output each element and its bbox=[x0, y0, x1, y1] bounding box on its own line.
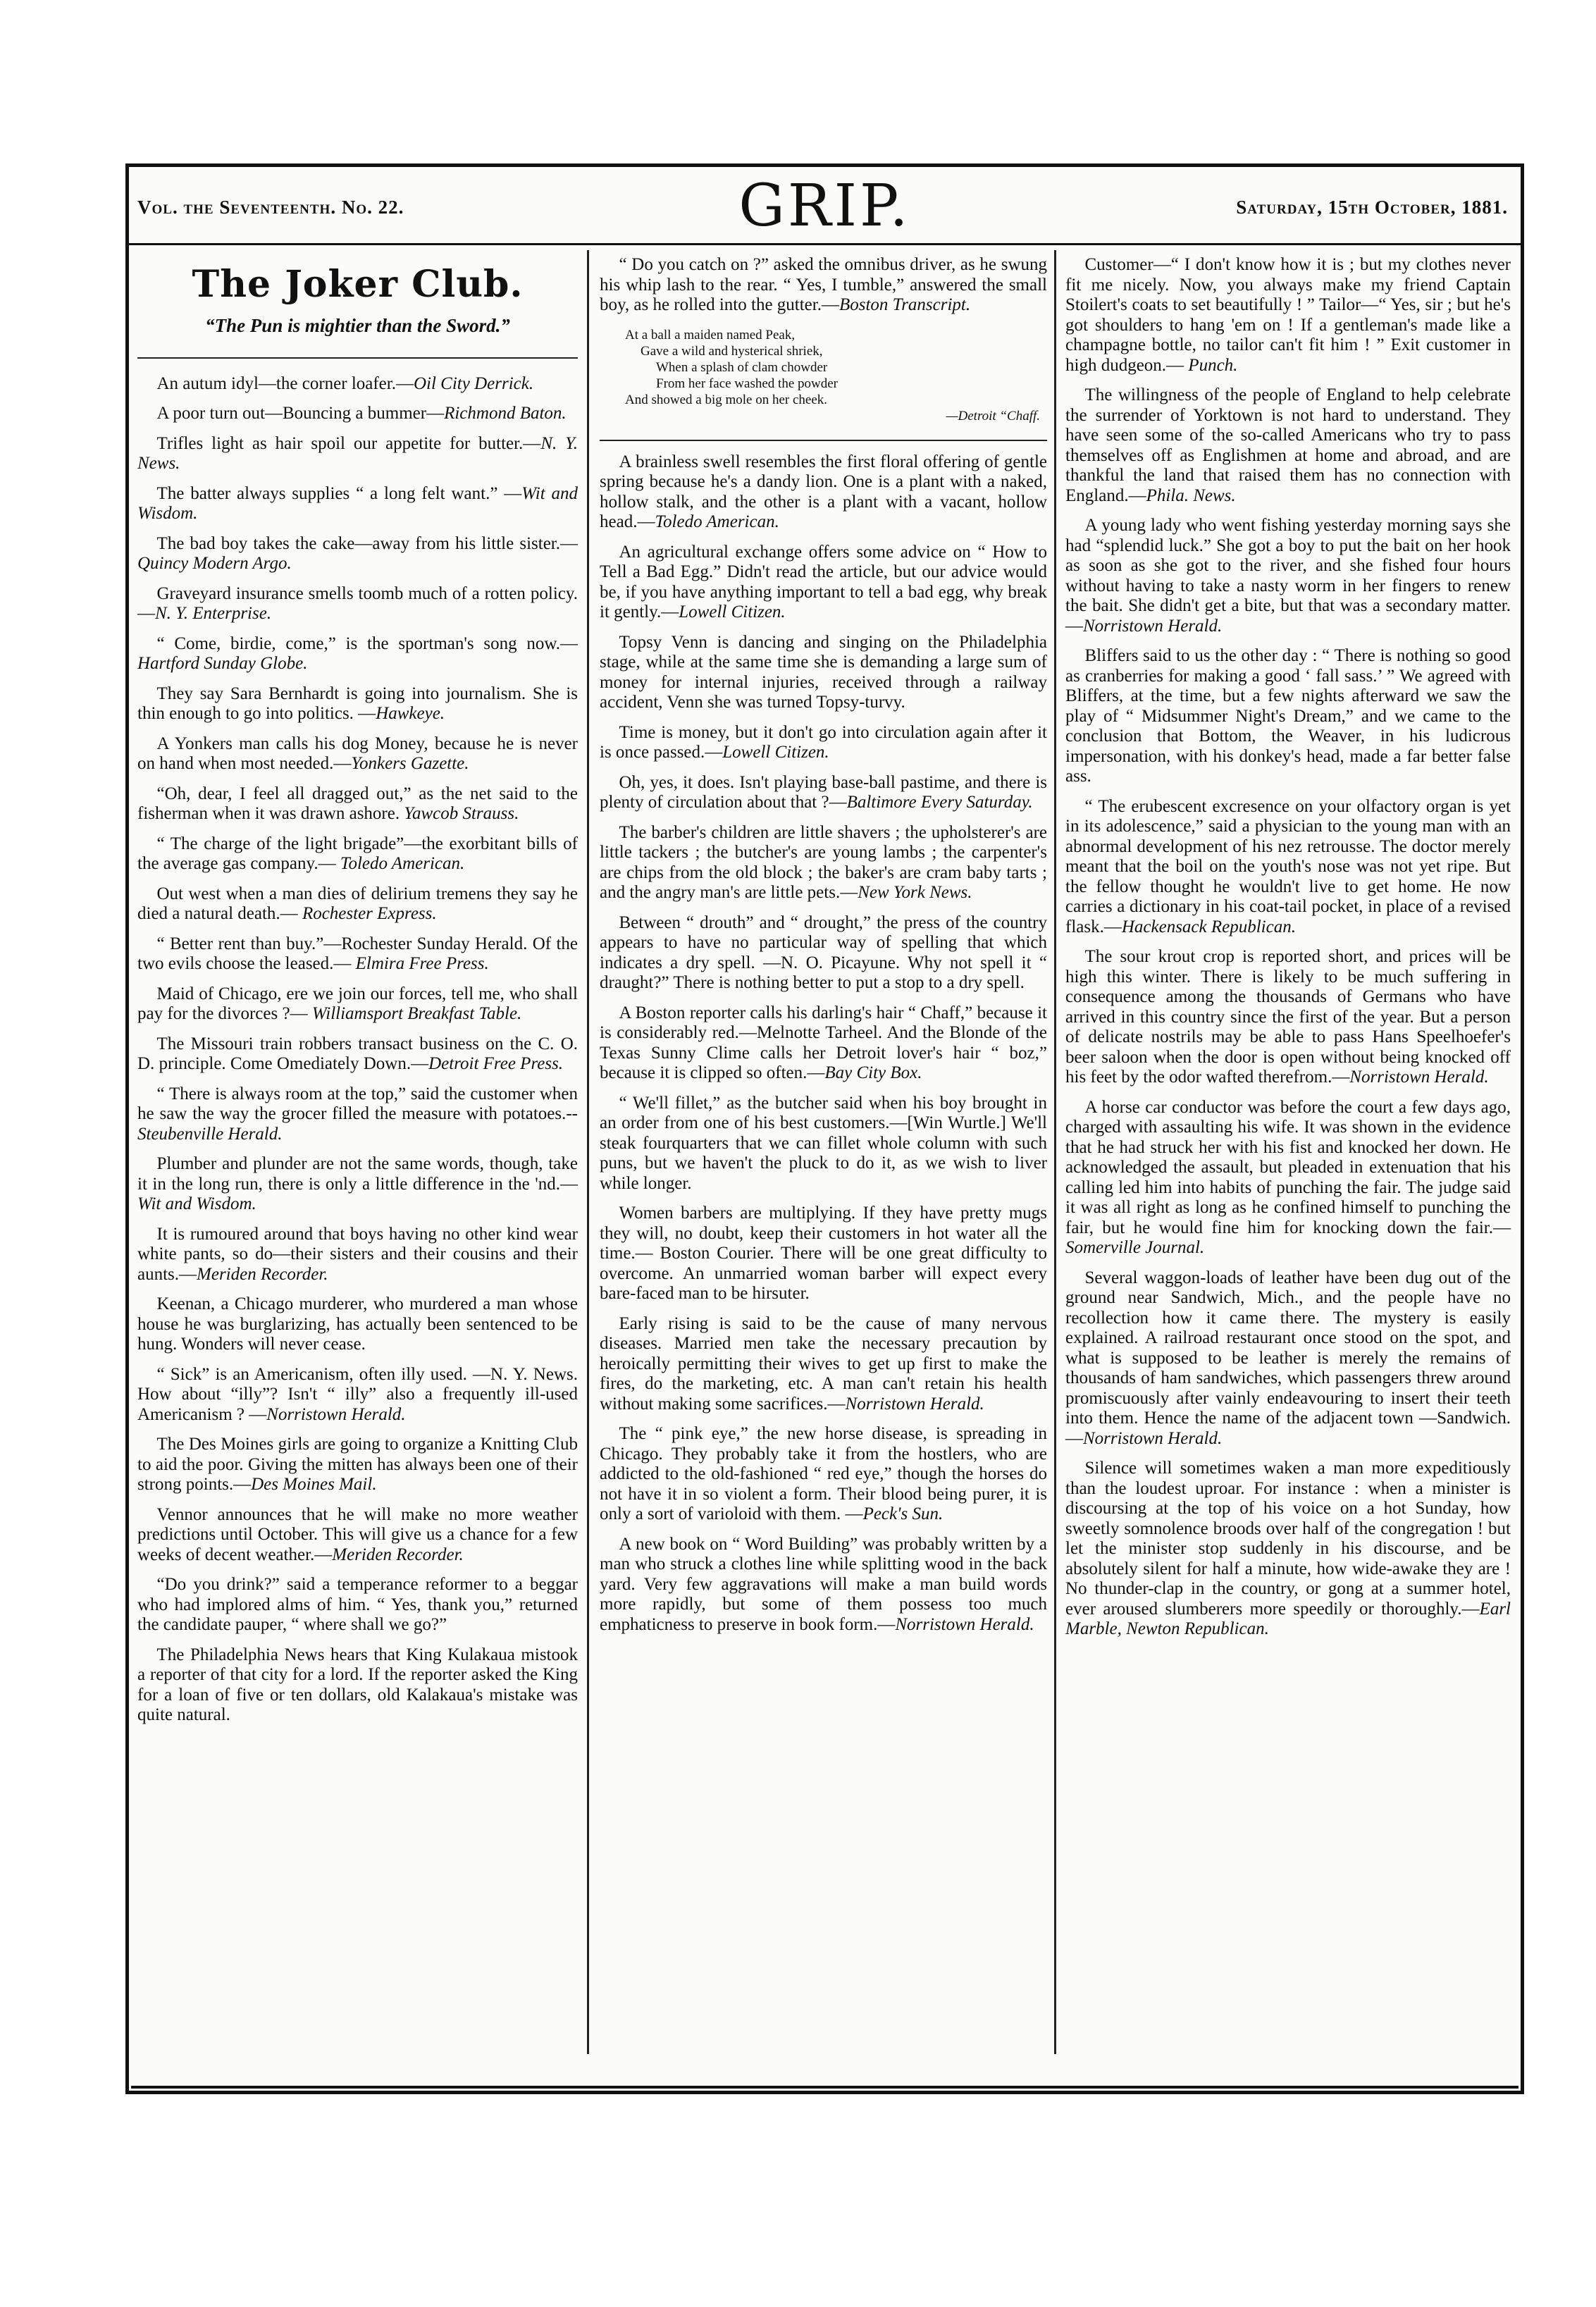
verse-line: Gave a wild and hysterical shriek, bbox=[641, 343, 823, 359]
column-middle bbox=[600, 255, 1047, 1645]
joke-source: Earl Marble, Newton Republican. bbox=[1065, 1599, 1511, 1638]
newspaper-page bbox=[125, 163, 1524, 2094]
joke-text: Trifles light as hair spoil our appetite for butter.— bbox=[156, 433, 541, 453]
joke-item bbox=[1065, 516, 1511, 636]
joke-source: Yawcob Strauss. bbox=[404, 804, 519, 823]
joke-item bbox=[600, 1424, 1047, 1525]
joke-item bbox=[137, 374, 578, 395]
joke-source: Des Moines Mail. bbox=[251, 1475, 377, 1494]
joke-source: Norristown Herald. bbox=[266, 1404, 406, 1424]
joke-text: Maid of Chicago, ere we join our forces, tell me, who shall pay for the divorces ?— bbox=[137, 984, 578, 1023]
joke-source: N. Y. News. bbox=[137, 433, 578, 473]
joke-text: The batter always supplies “ a long felt want.” — bbox=[156, 483, 522, 503]
joke-item bbox=[137, 1435, 578, 1495]
joke-text: “ Better rent than buy.”—Rochester Sunday Herald. Of the two evils choose the leased.— bbox=[137, 934, 578, 973]
joke-item bbox=[137, 834, 578, 874]
column-rule bbox=[1054, 250, 1056, 2054]
joke-item bbox=[137, 1225, 578, 1285]
joke-source: Hawkeye. bbox=[376, 704, 445, 723]
section-motto: “The Pun is mightier than the Sword.” bbox=[137, 316, 578, 359]
joke-source: Norristown Herald. bbox=[895, 1614, 1034, 1634]
joke-text: Oh, yes, it does. Isn't playing base-ball pastime, and there is plenty of circulation about that ?— bbox=[600, 772, 1047, 812]
joke-text: “ We'll fillet,” as the butcher said when his boy brought in an order from one of his best customers.—[Win Wurtle.] We'll steak fourquarters that we can fillet whole column with such puns, but we haven't the pluck to do it, as we wish to liver while longer. bbox=[600, 1093, 1047, 1193]
joke-item bbox=[600, 1094, 1047, 1194]
joke-item bbox=[137, 1034, 578, 1075]
joke-text: “ There is always room at the top,” said the customer when he saw the way the grocer filled the measure with potatoes.-- bbox=[137, 1084, 578, 1123]
joke-source: Punch. bbox=[1188, 355, 1238, 375]
joke-item bbox=[600, 823, 1047, 903]
verse-line: When a splash of clam chowder bbox=[656, 359, 828, 375]
joke-text: A brainless swell resembles the first floral offering of gentle spring because he's a dandy lion. One is a plant with a naked, hollow stalk, and the other is a plant with a vacant, hollow head.— bbox=[600, 452, 1047, 531]
joke-source: Steubenville Herald. bbox=[137, 1124, 283, 1144]
joke-source: Detroit Free Press. bbox=[428, 1054, 564, 1073]
joke-text: Graveyard insurance smells toomb much of a rotten policy.— bbox=[137, 583, 578, 623]
joke-list bbox=[1065, 255, 1511, 1640]
joke-text: A young lady who went fishing yesterday morning says she had “splendid luck.” She got a boy to put the bait on her hook as soon as she got to the river, and she fished four hours without having to take a nasty worm in her fingers to renew the bait. She didn't get a bite, but that was a secondary matter.— bbox=[1065, 516, 1511, 636]
joke-item bbox=[600, 723, 1047, 763]
joke-item bbox=[1065, 385, 1511, 506]
joke-text: A new book on “ Word Building” was probably written by a man who struck a clothes line while splitting wood in the back yard. Very few aggravations will make a man build words more rapidly, but some of them possess too much emphaticness to preserve in book form.— bbox=[600, 1534, 1047, 1634]
joke-text: Out west when a man dies of delirium tremens they say he died a natural death.— bbox=[137, 884, 578, 923]
joke-text: They say Sara Bernhardt is going into journalism. She is thin enough to go into politics. — bbox=[137, 684, 578, 723]
joke-text: The barber's children are little shavers ; the upholsterer's are little tackers ; the butcher's are young lambs ; the carpenter's are chips from the old block ; the baker's are cram baby tarts ; and the angry man's are little pets.— bbox=[600, 822, 1047, 902]
joke-text: “ Do you catch on ?” asked the omnibus driver, as he swung his whip lash to the rear. “ Yes, I tumble,” answered the small boy, as he rolled into the gutter.— bbox=[600, 255, 1047, 314]
joke-source: Lowell Citizen. bbox=[679, 602, 786, 621]
limerick bbox=[625, 327, 1047, 424]
joke-item bbox=[137, 1645, 578, 1726]
joke-text: A horse car conductor was before the court a few days ago, charged with assaulting his wife. It was shown in the evidence that he had struck her with his fist and knocked her down. He acknowledged the assault, but pleaded in extenuation that his calling led him into habits of punching the fair. The judge said it was all right as long as he confined himself to punching the fair, but he would fine him for knocking down the fair.— bbox=[1065, 1097, 1511, 1237]
joke-item bbox=[137, 1294, 578, 1355]
column-left bbox=[137, 255, 578, 1736]
joke-source: Boston Transcript. bbox=[839, 295, 971, 314]
joke-item bbox=[137, 1154, 578, 1215]
joke-text: Between “ drouth” and “ drought,” the press of the country appears to have no particular way of spelling that which indicates a dry spell. —N. O. Picayune. Why not spell it “ draught?” There is nothing better to put a stop to a dry spell. bbox=[600, 913, 1047, 992]
joke-item bbox=[137, 934, 578, 975]
verse-line: At a ball a maiden named Peak, bbox=[625, 327, 796, 342]
joke-list bbox=[137, 374, 578, 1726]
joke-source: Wit and Wisdom. bbox=[137, 1194, 256, 1213]
joke-text: “ The erubescent excresence on your olfactory organ is yet in its adolescence,” said a physician to the young man with an abnormal development of his nez retrousse. The doctor merely meant that the boil on the youth's nose was not yet ripe. But the fellow thought he wouldn't live to get home. He now carries a dictionary in his coat-tail pocket, in place of a revised flask.— bbox=[1065, 796, 1511, 936]
joke-text: The Des Moines girls are going to organize a Knitting Club to aid the poor. Giving the mitten has always been one of their strong points.— bbox=[137, 1435, 578, 1494]
joke-text: A Boston reporter calls his darling's hair “ Chaff,” because it is considerably red.—Melnotte Tarheel. And the Blonde of the Texas Sunny Clime calls her Detroit lover's hair “ boz,” because it is clipped so often.— bbox=[600, 1003, 1047, 1082]
joke-source: Norristown Herald. bbox=[1083, 1428, 1223, 1448]
verse-line: From her face washed the powder bbox=[656, 376, 838, 391]
joke-item bbox=[1065, 646, 1511, 787]
joke-source: Quincy Modern Argo. bbox=[137, 554, 292, 573]
joke-text: An agricultural exchange offers some advice on “ How to Tell a Bad Egg.” Didn't read the article, but our advice would be, if you have anything important to tell a bad egg, why break it gently.— bbox=[600, 542, 1047, 621]
column-right bbox=[1065, 255, 1511, 1650]
joke-text: It is rumoured around that boys having no other kind wear white pants, so do—their sisters and their cousins and their aunts.— bbox=[137, 1224, 578, 1284]
joke-item bbox=[1065, 1268, 1511, 1449]
joke-text: Bliffers said to us the other day : “ There is nothing so good as cranberries for making a good ‘ fall sass.’ ” We agreed with Bliffers, at the time, but a few nights afterward we saw the play of “ Midsummer Night's Dream,” and we came to the conclusion that Bottom, the Weaver, in his ludicrous impersonation, with his donkey's head, made a far better false ass. bbox=[1065, 646, 1511, 786]
joke-text: Customer—“ I don't know how it is ; but my clothes never fit me nicely. Now, you always make my friend Captain Stoilert's coats to set beautifully ! ” Tailor—“ Yes, sir ; but he's got shoulders to hang 'em on ! If a gentleman's made like a champagne bottle, no tailor can't fit him ! ” Exit customer in high dudgeon.— bbox=[1065, 255, 1511, 375]
joke-text: Keenan, a Chicago murderer, who murdered a man whose house he was burglarizing, has actually been sentenced to be hung. Wonders will never cease. bbox=[137, 1294, 578, 1354]
joke-source: Elmira Free Press. bbox=[355, 954, 489, 973]
joke-source: Norristown Herald. bbox=[1349, 1068, 1489, 1087]
joke-text: Silence will sometimes waken a man more expeditiously than the loudest uproar. For instance : when a minister is discoursing at the top of his voice on a hot Sunday, how sweetly somnolence broods over half of the congregation ! but let the minister stop suddenly in his discourse, and be absolutely silent for half a minute, how wide-awake they are ! No thunder-clap in the country, or gong at a summer hotel, ever aroused slumberers more speedily or thoroughly.— bbox=[1065, 1459, 1511, 1619]
joke-item bbox=[137, 984, 578, 1025]
joke-text: “Do you drink?” said a temperance reformer to a beggar who had implored alms of him. “ Yes, thank you,” returned the candidate pauper, “ where shall we go?” bbox=[137, 1575, 578, 1634]
joke-source: New York News. bbox=[858, 883, 972, 902]
joke-source: N. Y. Enterprise. bbox=[155, 604, 272, 623]
joke-list bbox=[600, 452, 1047, 1635]
column-rule bbox=[587, 250, 589, 2054]
joke-source: Richmond Baton. bbox=[444, 404, 567, 423]
joke-item bbox=[600, 1535, 1047, 1635]
joke-text: “ Sick” is an Americanism, often illy used. —N. Y. News. How about “illy”? Isn't “ illy” also a frequently ill-used Americanism ? — bbox=[137, 1364, 578, 1424]
joke-item bbox=[137, 884, 578, 924]
joke-source: Hartford Sunday Globe. bbox=[137, 654, 308, 673]
joke-item bbox=[137, 684, 578, 724]
joke-item bbox=[137, 434, 578, 474]
joke-source: Lowell Citizen. bbox=[722, 743, 829, 762]
joke-item bbox=[1065, 1459, 1511, 1640]
joke-text: “Oh, dear, I feel all dragged out,” as the net said to the fisherman when it was drawn ashore. bbox=[137, 784, 578, 823]
verse-line: And showed a big mole on her cheek. bbox=[625, 392, 828, 407]
section-heading: The Joker Club. bbox=[192, 263, 524, 306]
joke-text: “ Come, birdie, come,” is the sportman's song now.— bbox=[156, 633, 578, 653]
joke-item bbox=[600, 1314, 1047, 1415]
joke-text: A Yonkers man calls his dog Money, because he is never on hand when most needed.— bbox=[137, 734, 578, 773]
joke-text: An autum idyl—the corner loafer.— bbox=[156, 373, 414, 393]
joke-item bbox=[1065, 1098, 1511, 1258]
publication-title: GRIP. bbox=[738, 173, 911, 240]
joke-source: Williamsport Breakfast Table. bbox=[311, 1004, 522, 1023]
joke-item bbox=[600, 913, 1047, 994]
joke-source: Norristown Herald. bbox=[1083, 616, 1223, 636]
joke-source: Meriden Recorder. bbox=[197, 1264, 328, 1284]
joke-item bbox=[600, 773, 1047, 813]
joke-source: Meriden Recorder. bbox=[332, 1545, 464, 1564]
joke-item bbox=[600, 1003, 1047, 1084]
joke-text: Topsy Venn is dancing and singing on the Philadelphia stage, while at the same time she is demanding a large sum of money for internal injuries, received through a railway accident, Venn she was turned Topsy-turvy. bbox=[600, 632, 1047, 712]
volume-number: Vol. the Seventeenth. No. 22. bbox=[137, 197, 404, 218]
joke-source: Bay City Box. bbox=[824, 1063, 922, 1082]
joke-source: Oil City Derrick. bbox=[413, 373, 534, 393]
joke-item bbox=[137, 1365, 578, 1425]
joke-item bbox=[137, 734, 578, 774]
joke-item bbox=[600, 543, 1047, 623]
joke-source: Toledo American. bbox=[340, 854, 465, 873]
joke-item bbox=[137, 534, 578, 574]
joke-item bbox=[137, 404, 578, 424]
joke-source: Hackensack Republican. bbox=[1121, 917, 1296, 936]
joke-source: Somerville Journal. bbox=[1065, 1238, 1205, 1257]
joke-item bbox=[137, 484, 578, 524]
joke-source: Wit and Wisdom. bbox=[137, 483, 578, 523]
verse-credit: —Detroit “Chaff. bbox=[946, 408, 1040, 423]
joke-text: Vennor announces that he will make no more weather predictions until October. This will give us a chance for a few weeks of decent weather.— bbox=[137, 1504, 578, 1564]
joke-text: “ The charge of the light brigade”—the exorbitant bills of the average gas company.— bbox=[137, 834, 578, 873]
joke-text: The Missouri train robbers transact business on the C. O. D. principle. Come Omediately Down.— bbox=[137, 1034, 578, 1073]
joke-source: Toledo American. bbox=[655, 512, 779, 531]
joke-item bbox=[137, 784, 578, 824]
joke-item bbox=[600, 452, 1047, 533]
joke-source: Rochester Express. bbox=[302, 904, 437, 923]
joke-item bbox=[137, 1575, 578, 1635]
masthead bbox=[129, 167, 1521, 245]
joke-item bbox=[137, 1505, 578, 1566]
joke-text: The sour krout crop is reported short, and prices will be high this winter. There is likely to be much suffering in consequence among the thousands of Germans who have arrived in this country since the first of the year. But a person of delicate nostrils may be able to pass Hans Speelhoefer's beer saloon when the door is open without being knocked off his feet by the odor wafted therefrom.— bbox=[1065, 947, 1511, 1087]
joke-text: The bad boy takes the cake—away from his little sister.— bbox=[156, 533, 578, 553]
joke-item bbox=[137, 1084, 578, 1145]
joke-item bbox=[600, 1204, 1047, 1304]
divider bbox=[600, 440, 1047, 441]
joke-source: Baltimore Every Saturday. bbox=[846, 793, 1033, 812]
joke-text: Early rising is said to be the cause of many nervous diseases. Married men take the necessary precaution by heroically permitting their wives to get up first to make the fires, do the marketing, etc. A man can't retain his health without making some sacrifices.— bbox=[600, 1313, 1047, 1414]
joke-source: Yonkers Gazette. bbox=[351, 754, 469, 773]
joke-text: Time is money, but it don't go into circulation again after it is once passed.— bbox=[600, 722, 1047, 762]
joke-source: Phila. News. bbox=[1146, 485, 1236, 505]
joke-text: The willingness of the people of England to help celebrate the surrender of Yorktown is not hard to understand. They have seen some of the so-called Americans who try to pass themselves off as Englishmen at home and abroad, and are thankful the land that raised them has no connection with England.— bbox=[1065, 385, 1511, 505]
joke-item bbox=[600, 255, 1047, 316]
joke-item bbox=[1065, 255, 1511, 376]
joke-source: Peck's Sun. bbox=[862, 1504, 944, 1523]
joke-text: The Philadelphia News hears that King Kulakaua mistook a reporter of that city for a lord. If the reporter asked the King for a loan of five or ten dollars, old Kalakaua's mistake was quite natural. bbox=[137, 1645, 578, 1724]
joke-item bbox=[1065, 947, 1511, 1088]
joke-source: Norristown Herald. bbox=[845, 1394, 984, 1414]
joke-item bbox=[137, 634, 578, 674]
issue-date: Saturday, 15th October, 1881. bbox=[1236, 197, 1508, 218]
joke-item bbox=[137, 584, 578, 624]
joke-text: Women barbers are multiplying. If they have pretty mugs they will, no doubt, keep their customers in hot water all the time.— Boston Courier. There will be one great difficulty to overcome. An unmarried woman barber will expect every bare-faced man to be hirsuter. bbox=[600, 1204, 1047, 1303]
joke-item bbox=[1065, 797, 1511, 938]
joke-text: Several waggon-loads of leather have been dug out of the ground near Sandwich, Mich., and the people have no recollection how it came there. The mystery is easily explained. A railroad restaurant once stood on the spot, and what is supposed to be leather is merely the remains of thousands of ham sandwiches, which passengers threw around promiscuously after vainly endeavouring to insert their teeth into them. Hence the name of the adjacent town —Sandwich.— bbox=[1065, 1268, 1511, 1448]
joke-text: Plumber and plunder are not the same words, though, take it in the long run, there is only a little difference in the 'nd.— bbox=[137, 1154, 578, 1194]
joke-text: A poor turn out—Bouncing a bummer— bbox=[156, 404, 445, 423]
joke-text: The “ pink eye,” the new horse disease, is spreading in Chicago. They probably take it from the hostlers, who are addicted to the old-fashioned “ red eye,” though the horses do not have it in so violent a form. Their blood being purer, it is only a sort of varioloid with them. — bbox=[600, 1424, 1047, 1523]
joke-list-top bbox=[600, 255, 1047, 316]
joke-item bbox=[600, 633, 1047, 713]
